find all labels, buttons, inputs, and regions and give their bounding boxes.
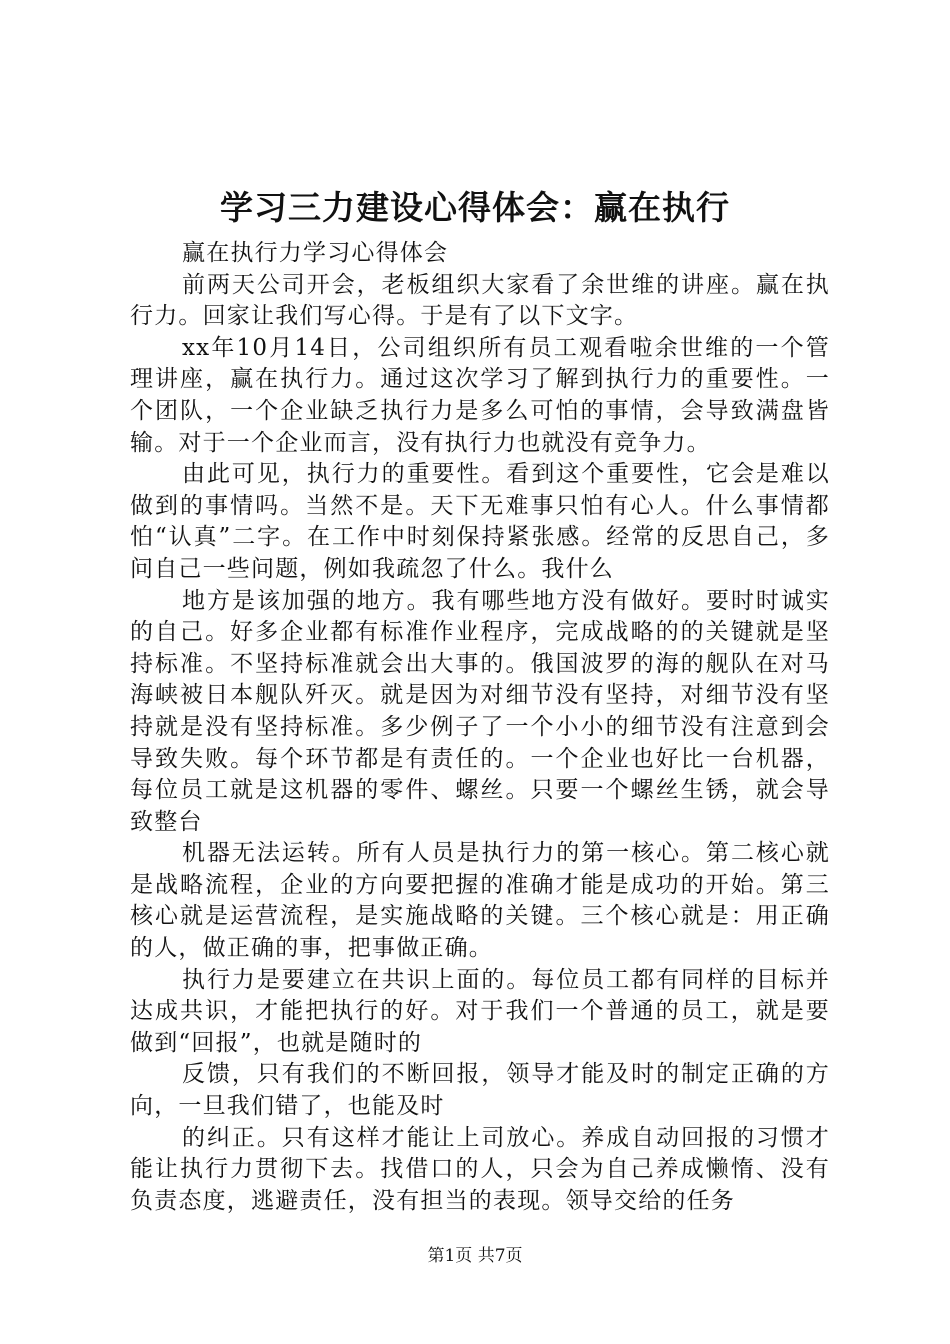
page-footer: 第1页 共7页 xyxy=(427,1246,523,1266)
paragraph: 机器无法运转。所有人员是执行力的第一核心。第二核心就是战略流程，企业的方向要把握的准确才能是成功的开始。第三核心就是运营流程，是实施战略的关键。三个核心就是：用正确的人，做正确的事，把事做正确。 xyxy=(130,840,830,962)
paragraph: 地方是该加强的地方。我有哪些地方没有做好。要时时诚实的自己。好多企业都有标准作业程序，完成战略的的关键就是坚持标准。不坚持标准就会出大事的。俄国波罗的海的舰队在对马海峡被日本舰队歼灭。就是因为对细节没有坚持，对细节没有坚持就是没有坚持标准。多少例子了一个小小的细节没有注意到会导致失败。每个环节都是有责任的。一个企业也好比一台机器，每位员工就是这机器的零件、螺丝。只要一个螺丝生锈，就会导致整台 xyxy=(130,587,830,835)
document-title: 学习三力建设心得体会：赢在执行 xyxy=(220,188,730,227)
document-body xyxy=(130,238,830,1217)
paragraph: 的纠正。只有这样才能让上司放心。养成自动回报的习惯才能让执行力贯彻下去。找借口的人，只会为自己养成懒惰、没有负责态度，逃避责任，没有担当的表现。领导交给的任务 xyxy=(130,1124,830,1214)
paragraph: 前两天公司开会，老板组织大家看了余世维的讲座。赢在执行力。回家让我们写心得。于是有了以下文字。 xyxy=(130,271,830,330)
paragraph-subtitle: 赢在执行力学习心得体会 xyxy=(182,240,449,266)
paragraph: xx年10月14日，公司组织所有员工观看啦余世维的一个管理讲座，赢在执行力。通过这次学习了解到执行力的重要性。一个团队，一个企业缺乏执行力是多么可怕的事情，会导致满盘皆输。对于一个企业而言，没有执行力也就没有竞争力。 xyxy=(130,334,830,456)
paragraph: 反馈，只有我们的不断回报，领导才能及时的制定正确的方向，一旦我们错了，也能及时 xyxy=(130,1061,830,1120)
paragraph: 执行力是要建立在共识上面的。每位员工都有同样的目标并达成共识，才能把执行的好。对于我们一个普通的员工，就是要做到“回报”，也就是随时的 xyxy=(130,966,830,1056)
paragraph: 由此可见，执行力的重要性。看到这个重要性，它会是难以做到的事情吗。当然不是。天下无难事只怕有心人。什么事情都怕“认真”二字。在工作中时刻保持紧张感。经常的反思自己，多问自己一些问题，例如我疏忽了什么。我什么 xyxy=(130,461,830,582)
